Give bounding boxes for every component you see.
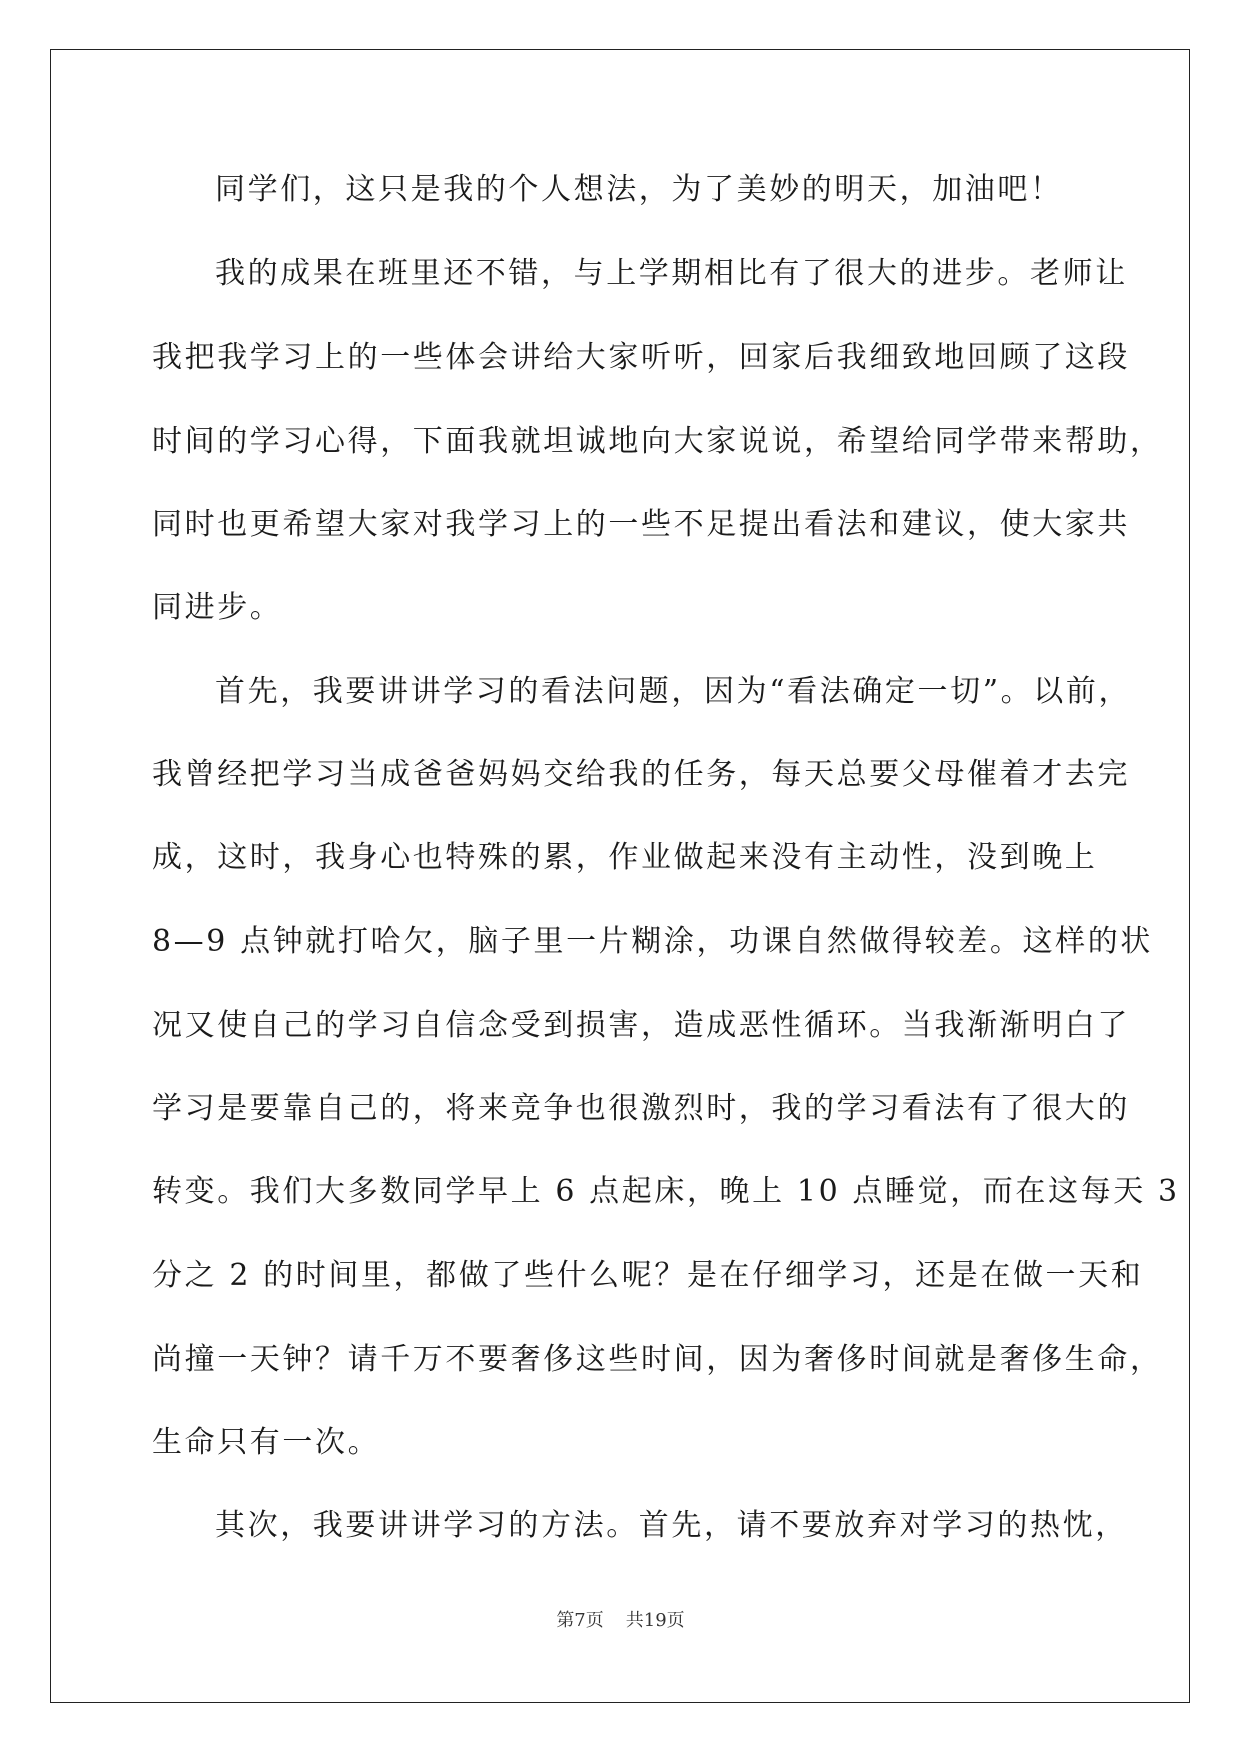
paragraph-line: 时间的学习心得，下面我就坦诚地向大家说说，希望给同学带来帮助，: [152, 424, 1163, 459]
paragraph-line: 分之 2 的时间里，都做了些什么呢？是在仔细学习，还是在做一天和: [152, 1258, 1144, 1293]
paragraph-line: 我曾经把学习当成爸爸妈妈交给我的任务，每天总要父母催着才去完: [152, 757, 1130, 792]
page-footer: [0, 1609, 1241, 1633]
paragraph-line: 同进步。: [152, 590, 283, 625]
page-number: 第7页: [556, 1610, 604, 1631]
paragraph-line: 尚撞一天钟？请千万不要奢侈这些时间，因为奢侈时间就是奢侈生命，: [152, 1342, 1163, 1377]
paragraph-line: 生命只有一次。: [152, 1425, 381, 1460]
paragraph-line: 我把我学习上的一些体会讲给大家听听，回家后我细致地回顾了这段: [152, 340, 1130, 375]
paragraph-line: 我的成果在班里还不错，与上学期相比有了很大的进步。老师让: [215, 256, 1128, 291]
paragraph-line: 学习是要靠自己的，将来竞争也很激烈时，我的学习看法有了很大的: [152, 1091, 1130, 1126]
paragraph-line: 况又使自己的学习自信念受到损害，造成恶性循环。当我渐渐明白了: [152, 1008, 1130, 1043]
page-total: 共19页: [625, 1610, 685, 1631]
paragraph-line: 成，这时，我身心也特殊的累，作业做起来没有主动性，没到晚上: [152, 840, 1098, 875]
paragraph-line: 同时也更希望大家对我学习上的一些不足提出看法和建议，使大家共: [152, 507, 1130, 542]
paragraph-line: 其次，我要讲讲学习的方法。首先，请不要放弃对学习的热忱，: [215, 1508, 1128, 1543]
paragraph-line: 首先，我要讲讲学习的看法问题，因为“看法确定一切”。以前，: [215, 674, 1132, 709]
paragraph-line: 8—9 点钟就打哈欠，脑子里一片糊涂，功课自然做得较差。这样的状: [152, 924, 1153, 959]
paragraph-line: 同学们，这只是我的个人想法，为了美妙的明天，加油吧！: [215, 172, 1063, 207]
paragraph-line: 转变。我们大多数同学早上 6 点起床，晚上 10 点睡觉，而在这每天 3: [152, 1174, 1180, 1209]
